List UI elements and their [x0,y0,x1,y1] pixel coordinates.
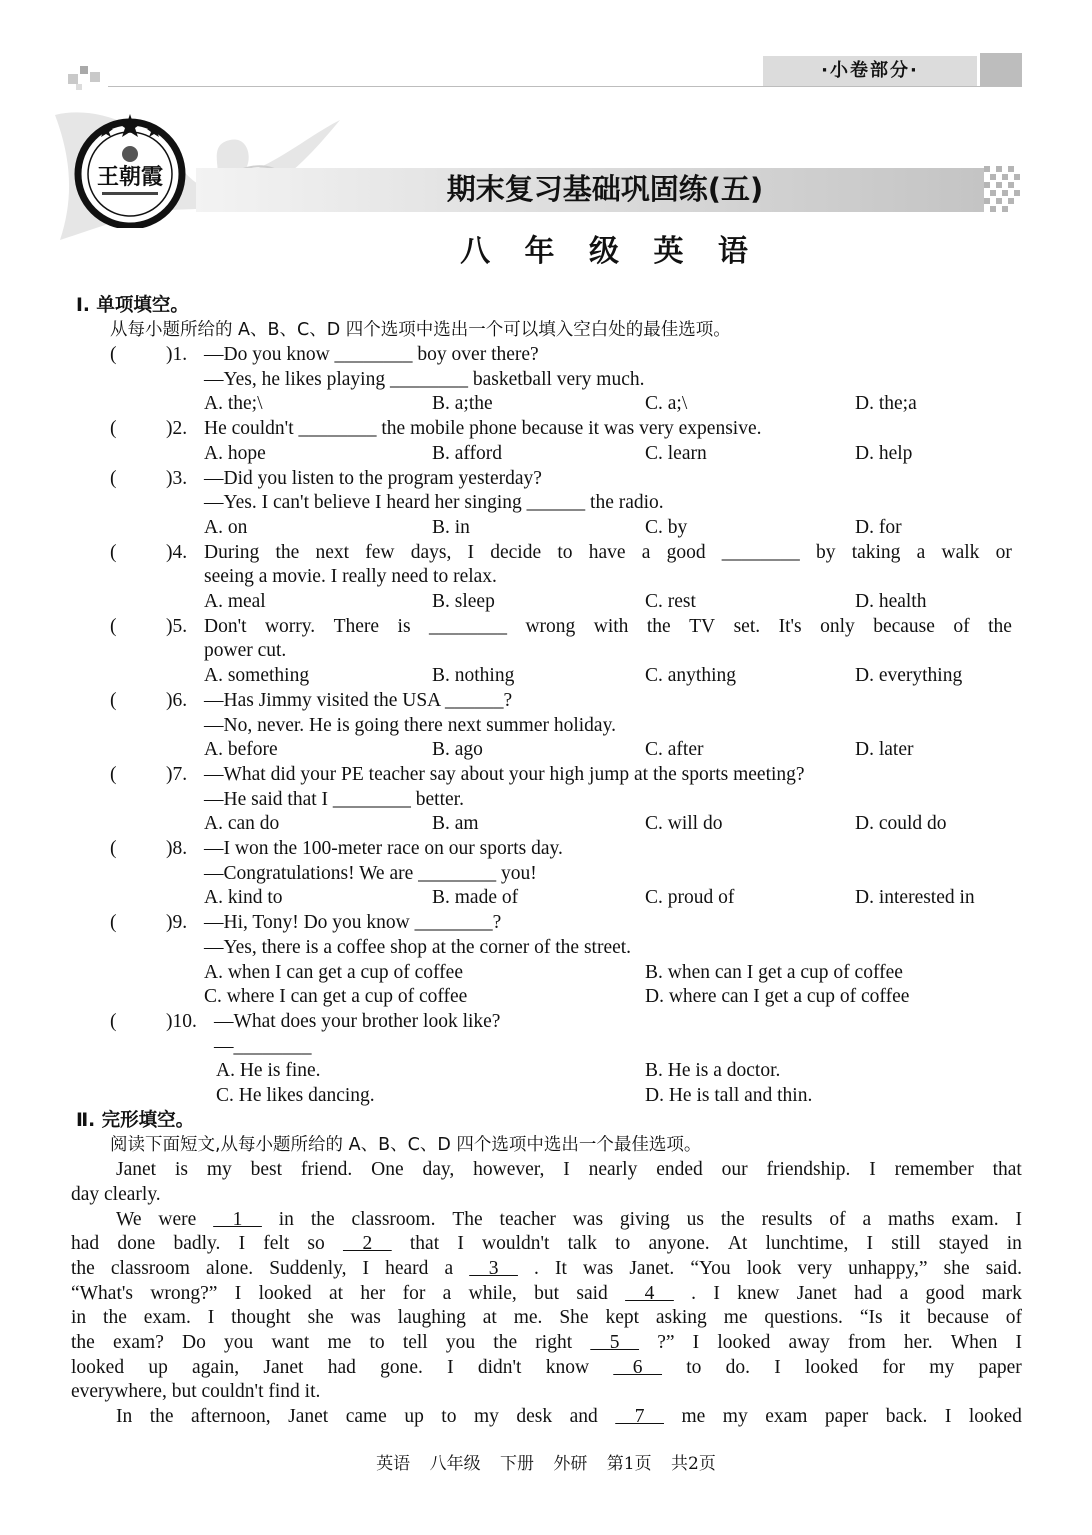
question-text: power cut. [204,640,287,662]
passage-word: I [1015,1208,1022,1230]
passage-word: talk [567,1233,597,1255]
passage-word: a [442,1282,452,1304]
passage-word: done [117,1233,156,1255]
passage-word: back. [885,1406,928,1428]
option-b: B. when can I get a cup of coffee [645,961,903,983]
cloze-blank-5: 5 [590,1332,640,1353]
question-number: )6. [166,689,188,711]
passage-word: however, [473,1159,545,1181]
passage-word: wouldn't [482,1233,550,1255]
passage-word: afternoon, [191,1406,271,1428]
passage-word: unhappy,” [848,1257,928,1279]
passage-word: We [116,1208,142,1230]
passage-word: you [224,1332,254,1353]
option-d: D. interested in [855,887,975,909]
passage-word: again, [192,1356,240,1378]
passage-word: heard [385,1257,429,1279]
passage-word: in [1006,1233,1022,1255]
passage-word: the [149,1406,174,1428]
question-number: )9. [166,912,188,934]
passage-word: up [148,1356,168,1378]
answer-paren: ( [110,467,117,489]
passage-line [71,1232,1022,1256]
passage-text: everywhere, but couldn't find it. [71,1381,321,1403]
passage-word: my [473,1406,499,1428]
question-number: )7. [166,763,188,785]
passage-word: day, [422,1159,455,1181]
passage-word: the [310,1208,335,1230]
passage-word: Janet [288,1406,329,1428]
passage-word: up [404,1406,424,1428]
option-b: B. a;the [432,393,493,415]
passage-line [71,1282,1022,1306]
option-c: C. proud of [645,887,735,909]
option-d: D. everything [855,665,963,687]
passage-line [116,1208,1022,1232]
passage-word: asking [655,1307,707,1329]
passage-word: her [360,1282,386,1304]
passage-word: my [206,1159,232,1181]
passage-word: exam [765,1406,808,1428]
option-b: B. ago [432,739,483,761]
passage-word: were [158,1208,197,1230]
passage-word: I [457,1233,464,1255]
option-a: A. when I can get a cup of coffee [204,961,463,983]
question-number: )1. [166,344,188,365]
option-d: D. He is tall and thin. [645,1085,813,1106]
passage-word: said. [985,1257,1022,1279]
passage-word: it [899,1307,911,1329]
passage-word: remember [894,1159,974,1181]
passage-word: exam. [951,1208,999,1230]
answer-paren: ( [110,615,117,637]
option-a: A. kind to [204,887,283,909]
passage-word: had [327,1356,356,1378]
logo-seal [72,112,188,228]
question-text: —What did your PE teacher say about your high jump at the sports meeting? [204,763,805,785]
question-text: —Yes, there is a coffee shop at the corner of the street. [204,936,632,958]
passage-line [71,1257,1022,1281]
question-text: —Congratulations! We are ________ you! [204,862,537,884]
passage-word: exam. [143,1307,191,1329]
passage-word: the [71,1257,95,1279]
answer-paren: ( [110,763,117,785]
part1-instruction: 从每小题所给的 A、B、C、D 四个选项中选出一个可以填入空白处的最佳选项。 [110,320,731,340]
passage-line [116,1405,1022,1429]
passage-word: looked [258,1282,312,1304]
passage-text: day clearly. [71,1183,161,1205]
passage-line [71,1183,161,1207]
option-b: B. am [432,813,479,835]
cloze-blank-6: 6 [613,1356,663,1378]
passage-word: me [327,1332,352,1353]
passage-word: knew [737,1282,780,1304]
page-footer: 英语 八年级 下册 外研 第1页 共2页 [376,1454,716,1474]
passage-word: to [686,1356,702,1378]
question-text: —He said that I ________ better. [204,788,464,810]
passage-word: I [1015,1332,1022,1353]
passage-word: classroom [110,1257,190,1279]
question-number: )5. [166,615,188,637]
passage-word: good [925,1282,965,1304]
passage-word: nearly [588,1159,638,1181]
passage-word: friend. [300,1159,353,1181]
passage-word: of [829,1208,846,1230]
question-text: During the next few days, I decide to have a good ________ by taking a walk or [204,541,1012,563]
passage-word: still [891,1233,921,1255]
passage-word: she [307,1307,334,1329]
option-a: A. He is fine. [216,1060,321,1082]
passage-word: I [692,1332,700,1353]
passage-word: badly. [173,1233,221,1255]
passage-line [71,1331,1022,1355]
option-c: C. will do [645,813,723,835]
question-text: —________ [214,1035,312,1057]
passage-word: The [452,1208,483,1230]
passage-word: looked [71,1356,125,1378]
passage-word: anyone. [648,1233,710,1255]
answer-paren: ( [110,541,117,563]
passage-word: my [929,1356,955,1378]
passage-word: didn't [477,1356,522,1378]
passage-word: I [563,1159,570,1181]
question-text: —Has Jimmy visited the USA ______? [204,689,513,711]
passage-word: At [727,1233,748,1255]
passage-word: paper [978,1356,1022,1378]
passage-word: the [71,1332,95,1353]
logo-text: 王朝霞 [96,164,164,190]
passage-word: teacher [499,1208,556,1230]
passage-word: stayed [938,1233,989,1255]
page-subtitle: 八 年 级 英 语 [460,234,760,269]
section-tag: ·小卷部分· [763,56,977,86]
passage-word: She [559,1307,589,1329]
option-c: C. learn [645,442,707,464]
passage-word: away [788,1332,830,1353]
passage-word: and [569,1406,598,1428]
passage-word: I [447,1356,454,1378]
question-text: —Hi, Tony! Do you know ________? [204,912,502,934]
passage-word: Do [182,1332,206,1353]
passage-word: had [854,1282,883,1304]
passage-word: “Is [859,1307,883,1329]
passage-word: friendship. [766,1159,851,1181]
question-text: —No, never. He is going there next summer holiday. [204,714,616,736]
option-a: A. hope [204,442,266,464]
cloze-blank-7: 7 [615,1406,664,1428]
passage-word: a [444,1257,454,1279]
option-c: C. a;\ [645,393,688,415]
question-text: —Did you listen to the program yesterday? [204,467,542,489]
passage-word: I [774,1356,781,1378]
passage-word: I [238,1233,246,1255]
passage-word: me [723,1307,748,1329]
passage-word: I [869,1159,876,1181]
question-text: —Yes. I can't believe I heard her singing ______ the radio. [204,492,664,514]
page-title: 期末复习基础巩固练(五) [446,172,764,206]
passage-word: When [950,1332,998,1353]
corner-squares-decoration [68,62,108,90]
passage-line [71,1306,1022,1330]
option-b: B. sleep [432,591,495,612]
passage-word: results [761,1208,813,1230]
passage-word: for [402,1282,426,1304]
passage-word: I [207,1307,215,1329]
passage-word: questions. [764,1307,843,1329]
passage-word: Suddenly, [269,1257,347,1279]
passage-word: want [271,1332,310,1353]
passage-word: our [721,1159,748,1181]
passage-word: I [234,1282,242,1304]
question-text: seeing a movie. I really need to relax. [204,566,497,588]
question-text: —Yes, he likes playing ________ basketball very much. [204,368,645,390]
passage-word: so [307,1233,325,1255]
passage-word: tell [402,1332,428,1353]
option-a: A. can do [204,813,280,835]
option-c: C. by [645,516,688,538]
passage-word: to [615,1233,631,1255]
passage-word: a [899,1282,909,1304]
passage-word: the [103,1307,127,1329]
passage-word: felt [263,1233,290,1255]
passage-word: laughing [397,1307,466,1329]
passage-word: was [572,1208,604,1230]
option-b: B. in [432,516,470,538]
question-text: —What does your brother look like? [214,1010,501,1032]
part2-instruction: 阅读下面短文,从每小题所给的 A、B、C、D 四个选项中选出一个最佳选项。 [110,1135,702,1156]
passage-word: my [722,1406,748,1428]
passage-word: looked [717,1332,771,1353]
passage-word: in [278,1208,294,1230]
passage-word: In [116,1406,133,1428]
passage-word: exam? [112,1332,164,1353]
passage-line [71,1380,320,1404]
question-number: )4. [166,541,188,563]
passage-word: very [797,1257,833,1279]
passage-word: the [720,1208,745,1230]
passage-word: kept [605,1307,640,1329]
passage-word: me [681,1406,706,1428]
passage-word: in [71,1307,87,1329]
passage-word: ?” [657,1332,675,1353]
option-c: C. after [645,739,704,761]
cloze-blank-3: 3 [469,1257,518,1279]
question-text: He couldn't ________ the mobile phone because it was very expensive. [204,418,762,440]
passage-word: from [847,1332,886,1353]
passage-word: paper [824,1406,869,1428]
passage-word: desk [516,1406,553,1428]
question-number: )2. [166,418,188,440]
passage-word: she [943,1257,970,1279]
passage-word: that [992,1159,1022,1181]
option-b: B. afford [432,442,503,464]
passage-word: mark [981,1282,1022,1304]
passage-word: at [328,1282,344,1304]
passage-word: her. [903,1332,933,1353]
cloze-blank-1: 1 [213,1208,262,1230]
option-b: B. He is a doctor. [645,1060,781,1082]
question-number: )8. [166,838,188,859]
passage-word: I [362,1257,370,1279]
passage-word: classroom. [351,1208,436,1230]
passage-word: but [534,1282,560,1304]
passage-word: said [576,1282,608,1304]
passage-line [71,1356,1022,1380]
passage-word: the [493,1332,518,1353]
option-d: D. health [855,591,927,612]
passage-word: “You [690,1257,731,1279]
answer-paren: ( [110,418,117,440]
option-c: C. where I can get a cup of coffee [204,986,468,1008]
option-b: B. nothing [432,665,515,687]
passage-word: One [371,1159,404,1181]
option-a: A. the;\ [204,393,263,415]
passage-word: . [534,1257,539,1279]
passage-word: is [174,1159,188,1181]
passage-word: maths [888,1208,935,1230]
passage-word: wrong?” [150,1282,218,1304]
passage-word: ended [656,1159,703,1181]
question-text: Don't worry. There is ________ wrong with the TV set. It's only because of the [204,615,1012,637]
option-c: C. He likes dancing. [216,1085,375,1106]
option-a: A. meal [204,591,266,612]
passage-word: Janet. [629,1257,675,1279]
option-b: B. made of [432,887,519,909]
answer-paren: ( [110,344,117,365]
passage-line [116,1158,1022,1182]
passage-word: to [441,1406,457,1428]
passage-word: lunchtime, [765,1233,849,1255]
passage-word: looked [805,1356,859,1378]
passage-word: I [866,1233,874,1255]
option-d: D. later [855,739,914,761]
option-d: D. where can I get a cup of coffee [645,986,910,1008]
header-rule [108,86,1022,87]
passage-word: alone. [206,1257,254,1279]
passage-word: for [882,1356,906,1378]
question-number: )3. [166,467,188,489]
option-d: D. help [855,442,913,464]
passage-word: us [686,1208,704,1230]
passage-word: of [1005,1307,1022,1329]
option-c: C. anything [645,665,736,687]
option-d: D. could do [855,813,947,835]
question-text: —I won the 100-meter race on our sports day. [204,838,563,859]
passage-word: right [535,1332,573,1353]
passage-word: “What's [71,1282,133,1304]
passage-word: that [409,1233,440,1255]
title-dots-decoration [984,166,1024,214]
passage-word: I [944,1406,952,1428]
option-a: A. something [204,665,310,687]
passage-word: me. [513,1307,543,1329]
passage-word: . [691,1282,697,1304]
cloze-blank-4: 4 [625,1282,674,1304]
answer-paren: ( [110,1010,117,1032]
passage-word: was [582,1257,614,1279]
passage-word: Janet [263,1356,304,1378]
passage-word: thought [231,1307,291,1329]
passage-word: know [545,1356,590,1378]
option-d: D. the;a [855,393,917,415]
passage-word: do. [725,1356,751,1378]
passage-word: gone. [380,1356,423,1378]
cloze-blank-2: 2 [342,1233,392,1255]
passage-word: you [445,1332,476,1353]
answer-paren: ( [110,838,117,859]
passage-word: look [746,1257,782,1279]
passage-word: came [345,1406,387,1428]
answer-paren: ( [110,689,117,711]
passage-word: It [554,1257,567,1279]
passage-word: while, [468,1282,517,1304]
passage-word: I [713,1282,720,1304]
part2-title: Ⅱ. 完形填空。 [76,1109,195,1131]
passage-word: had [71,1233,100,1255]
answer-paren: ( [110,912,117,934]
question-number: )10. [166,1010,197,1032]
part1-title: Ⅰ. 单项填空。 [76,295,189,316]
passage-word: giving [619,1208,670,1230]
passage-word: best [250,1159,283,1181]
passage-word: was [350,1307,381,1329]
passage-word: Janet [796,1282,837,1304]
option-c: C. rest [645,591,696,612]
passage-word: at [482,1307,497,1329]
passage-word: to [369,1332,385,1353]
question-text: —Do you know ________ boy over there? [204,344,539,365]
passage-word: because [927,1307,989,1329]
section-tag-end-block [980,53,1022,87]
option-a: A. on [204,516,248,538]
option-d: D. for [855,516,902,538]
passage-word: looked [968,1406,1022,1428]
passage-word: a [862,1208,872,1230]
passage-word: Janet [116,1159,157,1181]
option-a: A. before [204,739,278,761]
